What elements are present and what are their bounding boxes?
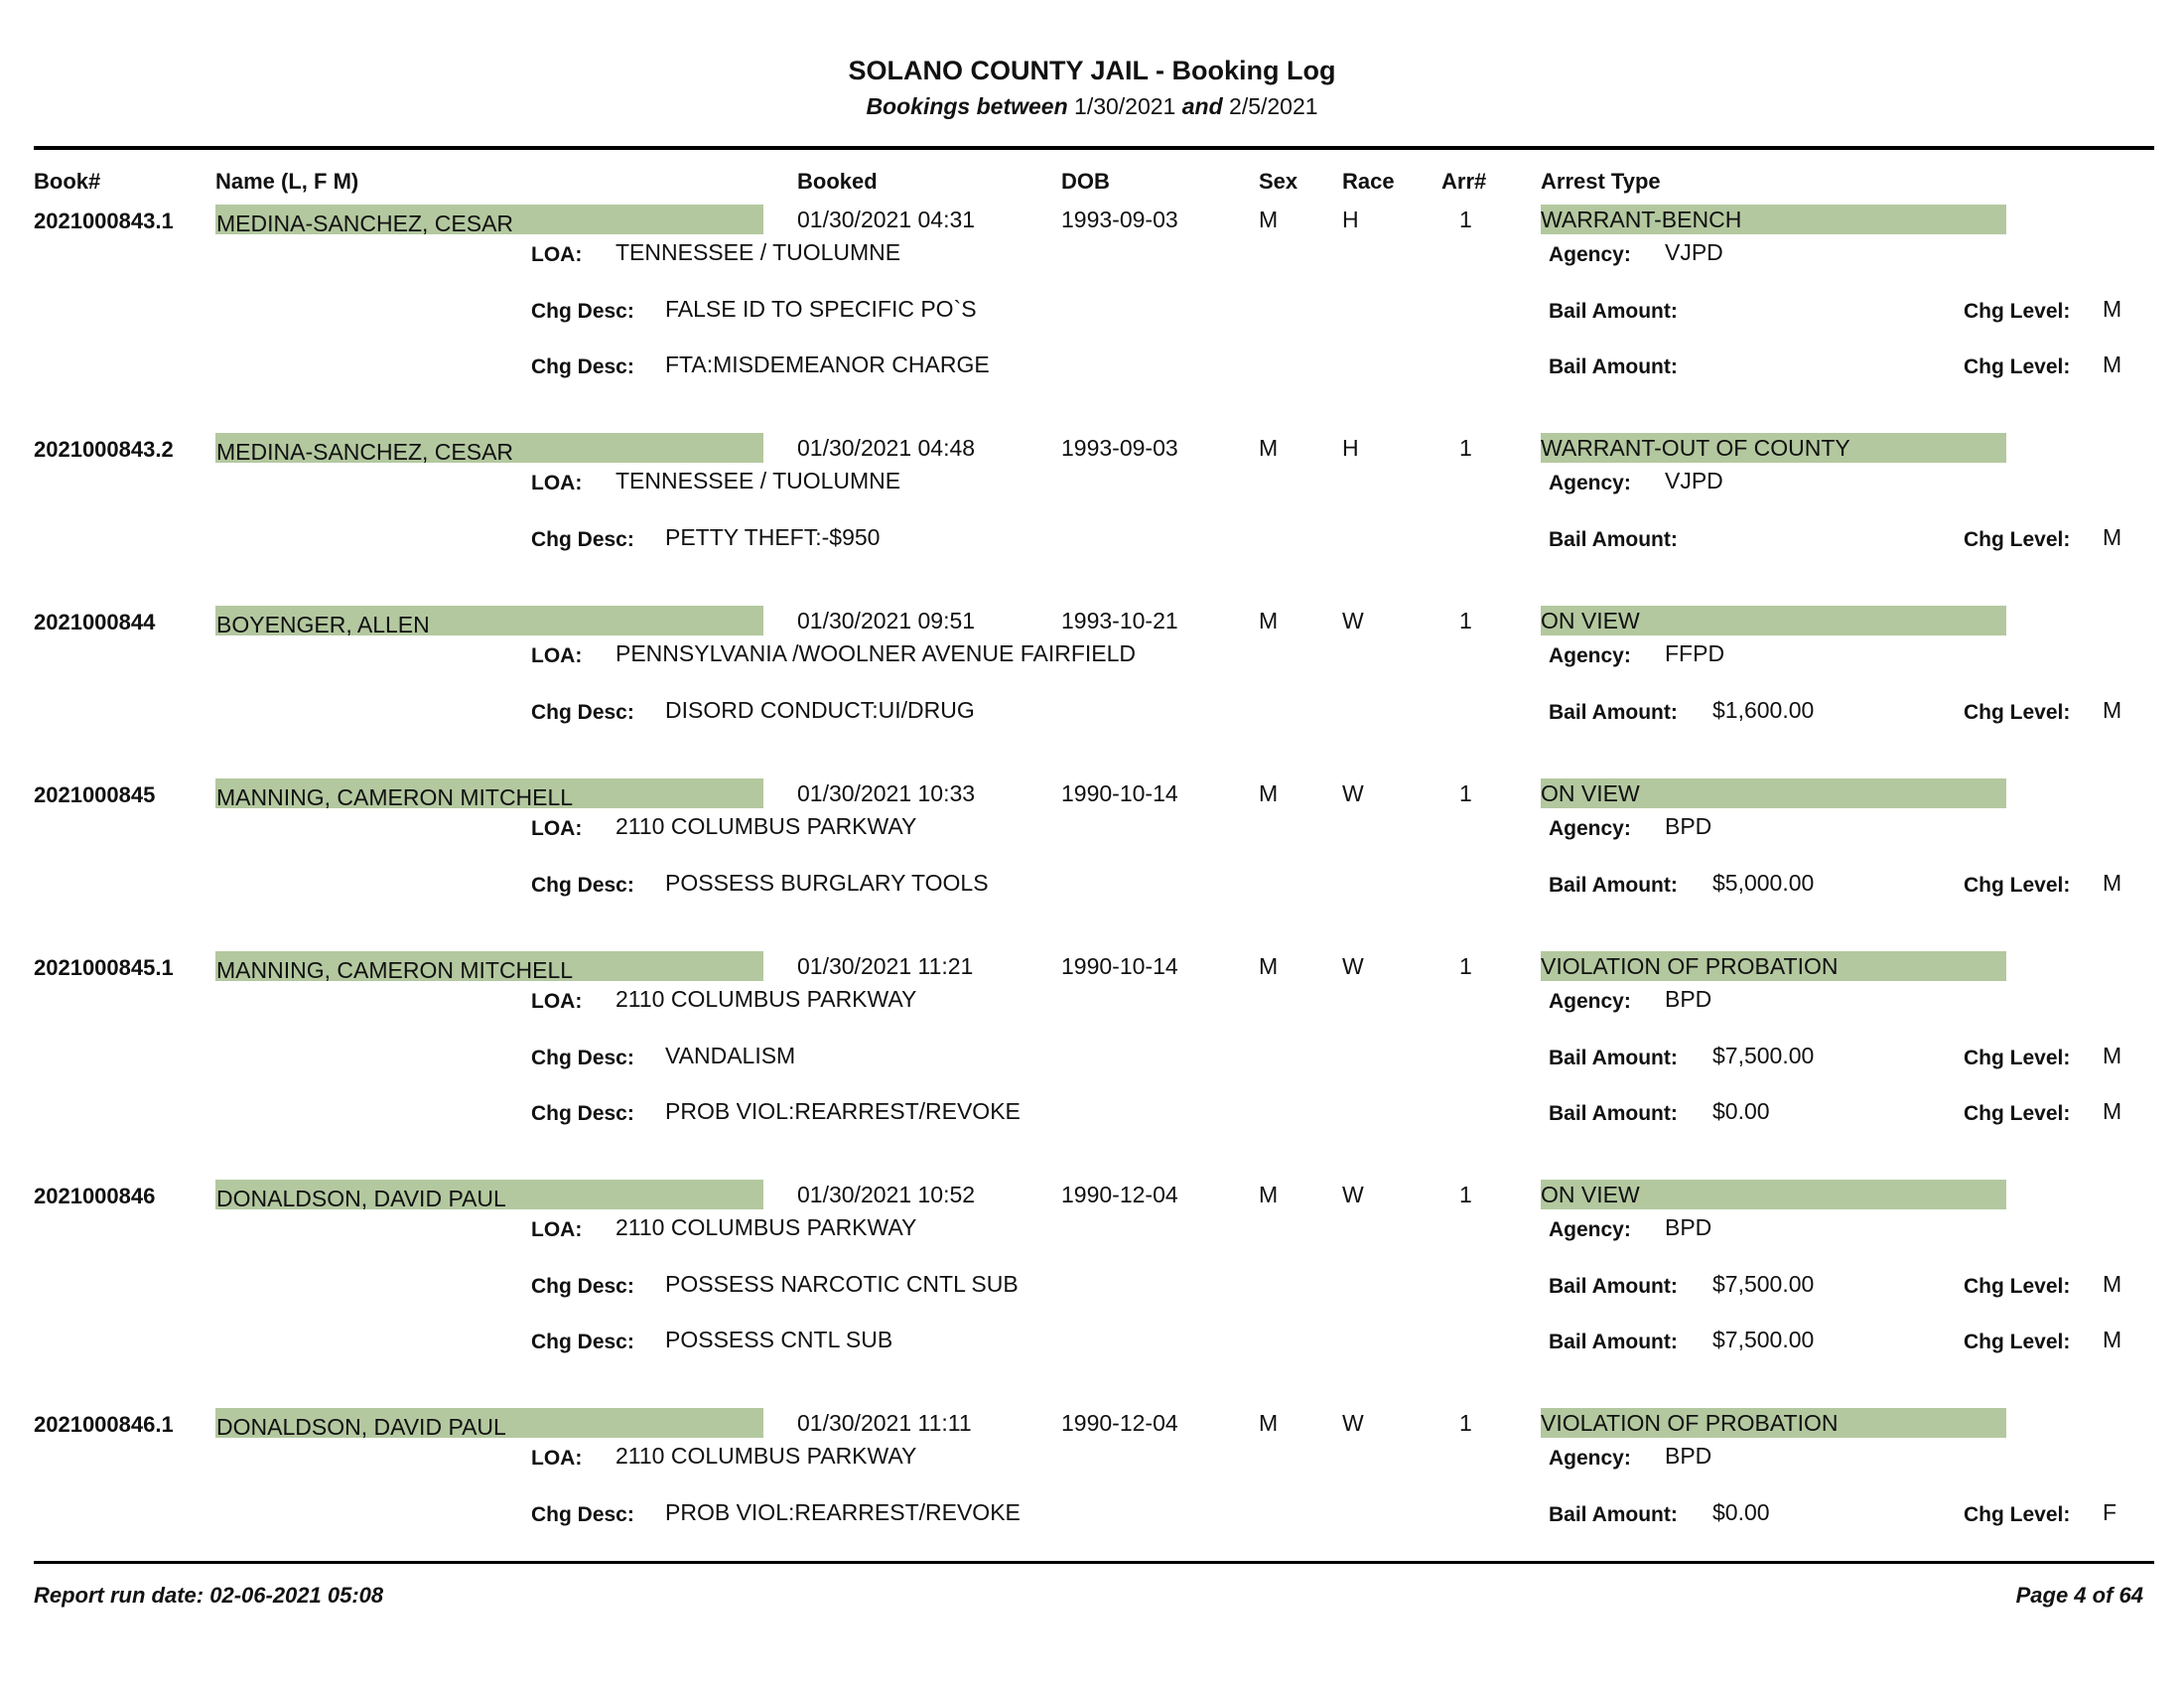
agency-label: Agency: [1549,990,1631,1013]
charge-level-value: M [2103,1327,2122,1352]
agency-value: VJPD [1665,468,1723,493]
loa-label: LOA: [531,1447,583,1470]
charge-description: POSSESS CNTL SUB [665,1327,893,1352]
chg-level-label: Chg Level: [1964,1275,2071,1298]
race-value: W [1342,1182,1364,1207]
footer-rule [34,1561,2154,1564]
book-number: 2021000846 [34,1184,156,1208]
booked-datetime: 01/30/2021 10:52 [797,1182,976,1207]
chg-desc-label: Chg Desc: [531,355,634,378]
col-arrest-type: Arrest Type [1541,169,1661,194]
loa-value: TENNESSEE / TUOLUMNE [615,468,901,493]
charge-level-value: M [2103,1098,2122,1124]
date-of-birth: 1990-10-14 [1061,780,1178,806]
chg-desc-label: Chg Desc: [531,1331,634,1353]
bail-amount-value: $5,000.00 [1712,870,1815,896]
bail-amount-label: Bail Amount: [1549,355,1678,378]
report-title: SOLANO COUNTY JAIL - Booking Log [848,56,1336,85]
col-name: Name (L, F M) [215,169,359,194]
booked-datetime: 01/30/2021 04:48 [797,435,976,461]
charge-level-value: F [2103,1499,2117,1525]
chg-desc-label: Chg Desc: [531,874,634,897]
bail-amount-value: $7,500.00 [1712,1271,1815,1297]
sex-value: M [1259,953,1279,979]
arrest-type: ON VIEW [1541,1180,2006,1209]
sex-value: M [1259,207,1279,232]
loa-value: 2110 COLUMBUS PARKWAY [615,813,917,839]
chg-desc-label: Chg Desc: [531,528,634,551]
inmate-name: MEDINA-SANCHEZ, CESAR [215,205,763,234]
arrest-count: 1 [1459,1182,1472,1207]
book-number: 2021000846.1 [34,1412,174,1437]
agency-value: BPD [1665,1214,1712,1240]
agency-label: Agency: [1549,817,1631,840]
sex-value: M [1259,608,1279,633]
charge-description: PETTY THEFT:-$950 [665,524,881,550]
bail-amount-label: Bail Amount: [1549,528,1678,551]
loa-value: PENNSYLVANIA /WOOLNER AVENUE FAIRFIELD [615,640,1137,666]
subtitle-and: and [1181,93,1223,119]
charge-level-value: M [2103,697,2122,723]
inmate-name: DONALDSON, DAVID PAUL [215,1408,763,1438]
arrest-count: 1 [1459,435,1472,461]
sex-value: M [1259,435,1279,461]
chg-desc-label: Chg Desc: [531,1275,634,1298]
race-value: W [1342,608,1364,633]
book-number: 2021000844 [34,610,156,634]
inmate-name: DONALDSON, DAVID PAUL [215,1180,763,1209]
bail-amount-value: $0.00 [1712,1499,1770,1525]
agency-label: Agency: [1549,472,1631,494]
col-book: Book# [34,169,101,194]
bail-amount-value: $0.00 [1712,1098,1770,1124]
arrest-type: WARRANT-BENCH [1541,205,2006,234]
report-run-date: Report run date: 02-06-2021 05:08 [34,1583,384,1608]
charge-description: PROB VIOL:REARREST/REVOKE [665,1098,1021,1124]
agency-label: Agency: [1549,644,1631,667]
chg-level-label: Chg Level: [1964,1331,2071,1353]
agency-value: BPD [1665,813,1712,839]
date-of-birth: 1993-09-03 [1061,435,1178,461]
inmate-name: MANNING, CAMERON MITCHELL [215,951,763,981]
chg-level-label: Chg Level: [1964,300,2071,323]
charge-level-value: M [2103,870,2122,896]
loa-label: LOA: [531,817,583,840]
chg-level-label: Chg Level: [1964,874,2071,897]
chg-desc-label: Chg Desc: [531,1102,634,1125]
bail-amount-value: $1,600.00 [1712,697,1815,723]
booking-record [0,207,2184,435]
chg-level-label: Chg Level: [1964,701,2071,724]
col-booked: Booked [797,169,878,194]
agency-label: Agency: [1549,1447,1631,1470]
bail-amount-value: $7,500.00 [1712,1327,1815,1352]
charge-description: VANDALISM [665,1043,796,1068]
loa-value: 2110 COLUMBUS PARKWAY [615,986,917,1012]
bail-amount-label: Bail Amount: [1549,1102,1678,1125]
charge-description: FTA:MISDEMEANOR CHARGE [665,352,990,377]
charge-level-value: M [2103,352,2122,377]
bail-amount-label: Bail Amount: [1549,701,1678,724]
chg-desc-label: Chg Desc: [531,1503,634,1526]
booking-record [0,1182,2184,1410]
loa-label: LOA: [531,644,583,667]
race-value: W [1342,780,1364,806]
booked-datetime: 01/30/2021 11:11 [797,1410,972,1436]
chg-desc-label: Chg Desc: [531,701,634,724]
charge-level-value: M [2103,296,2122,322]
arrest-type: ON VIEW [1541,606,2006,635]
col-dob: DOB [1061,169,1110,194]
loa-value: TENNESSEE / TUOLUMNE [615,239,901,265]
sex-value: M [1259,780,1279,806]
chg-desc-label: Chg Desc: [531,300,634,323]
header-rule [34,146,2154,150]
charge-level-value: M [2103,1271,2122,1297]
agency-label: Agency: [1549,1218,1631,1241]
date-from: 1/30/2021 [1074,93,1176,119]
chg-desc-label: Chg Desc: [531,1047,634,1069]
bail-amount-label: Bail Amount: [1549,874,1678,897]
date-of-birth: 1993-10-21 [1061,608,1178,633]
arrest-count: 1 [1459,207,1472,232]
arrest-count: 1 [1459,608,1472,633]
agency-value: BPD [1665,1443,1712,1469]
bail-amount-label: Bail Amount: [1549,1331,1678,1353]
date-of-birth: 1990-12-04 [1061,1182,1178,1207]
charge-description: FALSE ID TO SPECIFIC PO`S [665,296,977,322]
book-number: 2021000845.1 [34,955,174,980]
book-number: 2021000845 [34,782,156,807]
race-value: W [1342,953,1364,979]
loa-value: 2110 COLUMBUS PARKWAY [615,1443,917,1469]
sex-value: M [1259,1182,1279,1207]
arrest-count: 1 [1459,1410,1472,1436]
chg-level-label: Chg Level: [1964,1503,2071,1526]
arrest-type: ON VIEW [1541,778,2006,808]
bail-amount-label: Bail Amount: [1549,1275,1678,1298]
book-number: 2021000843.1 [34,209,174,233]
arrest-count: 1 [1459,780,1472,806]
booked-datetime: 01/30/2021 11:21 [797,953,974,979]
inmate-name: BOYENGER, ALLEN [215,606,763,635]
inmate-name: MANNING, CAMERON MITCHELL [215,778,763,808]
charge-description: DISORD CONDUCT:UI/DRUG [665,697,975,723]
arrest-type: VIOLATION OF PROBATION [1541,1408,2006,1438]
bail-amount-label: Bail Amount: [1549,300,1678,323]
agency-value: VJPD [1665,239,1723,265]
report-subtitle [0,93,2184,120]
arrest-count: 1 [1459,953,1472,979]
bail-amount-value: $7,500.00 [1712,1043,1815,1068]
booked-datetime: 01/30/2021 10:33 [797,780,976,806]
charge-level-value: M [2103,1043,2122,1068]
booked-datetime: 01/30/2021 04:31 [797,207,976,232]
charge-level-value: M [2103,524,2122,550]
agency-value: BPD [1665,986,1712,1012]
loa-label: LOA: [531,990,583,1013]
agency-value: FFPD [1665,640,1725,666]
chg-level-label: Chg Level: [1964,528,2071,551]
book-number: 2021000843.2 [34,437,174,462]
agency-label: Agency: [1549,243,1631,266]
race-value: H [1342,435,1359,461]
charge-description: PROB VIOL:REARREST/REVOKE [665,1499,1021,1525]
bail-amount-label: Bail Amount: [1549,1047,1678,1069]
loa-label: LOA: [531,472,583,494]
chg-level-label: Chg Level: [1964,1047,2071,1069]
charge-description: POSSESS NARCOTIC CNTL SUB [665,1271,1019,1297]
loa-label: LOA: [531,1218,583,1241]
sex-value: M [1259,1410,1279,1436]
date-of-birth: 1993-09-03 [1061,207,1178,232]
arrest-type: WARRANT-OUT OF COUNTY [1541,433,2006,463]
race-value: W [1342,1410,1364,1436]
col-race: Race [1342,169,1395,194]
charge-description: POSSESS BURGLARY TOOLS [665,870,989,896]
date-to: 2/5/2021 [1229,93,1318,119]
loa-label: LOA: [531,243,583,266]
race-value: H [1342,207,1359,232]
loa-value: 2110 COLUMBUS PARKWAY [615,1214,917,1240]
col-sex: Sex [1259,169,1298,194]
arrest-type: VIOLATION OF PROBATION [1541,951,2006,981]
booking-record [0,953,2184,1182]
inmate-name: MEDINA-SANCHEZ, CESAR [215,433,763,463]
bail-amount-label: Bail Amount: [1549,1503,1678,1526]
chg-level-label: Chg Level: [1964,355,2071,378]
booked-datetime: 01/30/2021 09:51 [797,608,976,633]
chg-level-label: Chg Level: [1964,1102,2071,1125]
date-of-birth: 1990-12-04 [1061,1410,1178,1436]
page-number: Page 4 of 64 [2015,1583,2143,1608]
date-of-birth: 1990-10-14 [1061,953,1178,979]
col-arr: Arr# [1441,169,1487,194]
subtitle-prefix: Bookings between [866,93,1068,119]
